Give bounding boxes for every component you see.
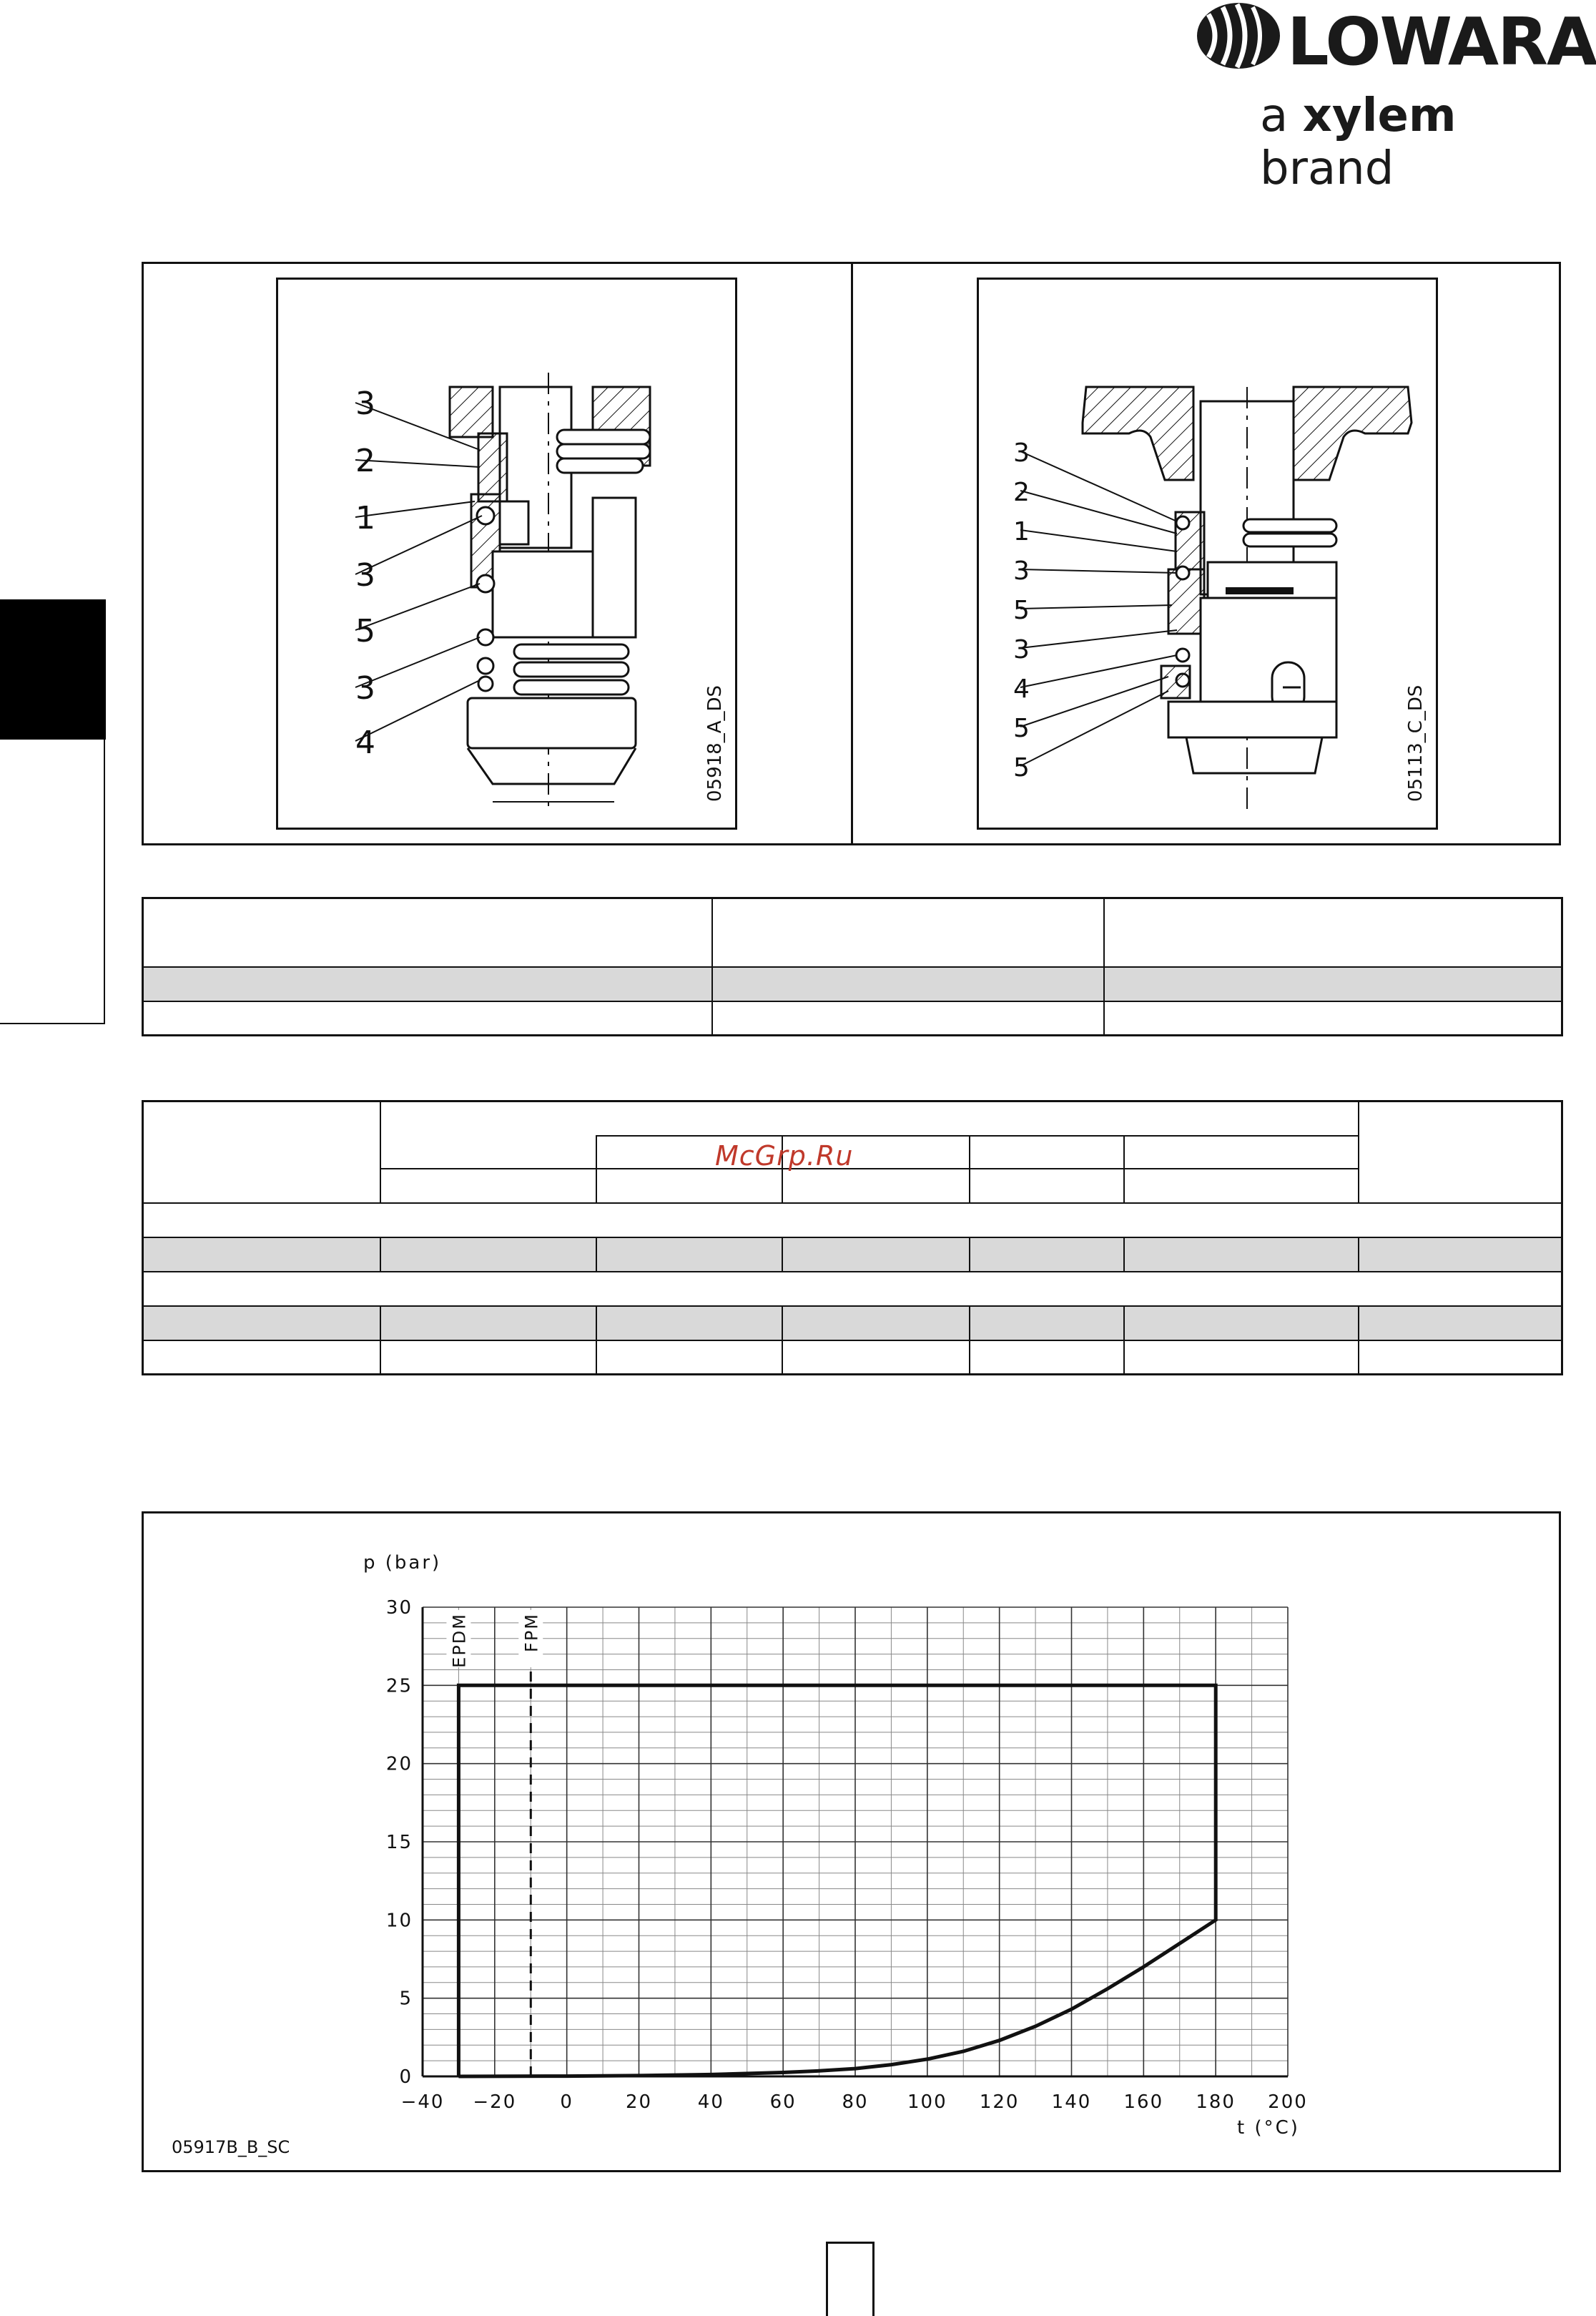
x-tick-label: 200	[1268, 2091, 1308, 2113]
x-tick-label: 20	[625, 2091, 653, 2113]
figure-right-code: 05113_C_DS	[1405, 685, 1427, 802]
seal-figure-left	[276, 278, 737, 830]
callout-right-3: 1	[1013, 517, 1030, 546]
callout-right-5: 5	[1013, 596, 1030, 625]
chart-xlabel: t (°C)	[1237, 2117, 1300, 2139]
callout-right-7: 4	[1013, 674, 1030, 704]
x-tick-label: 160	[1123, 2091, 1164, 2113]
tagline-prefix: a	[1260, 89, 1289, 142]
chart-series	[458, 1654, 1216, 2076]
watermark: McGrp.Ru	[715, 1140, 854, 1172]
callout-right-8: 5	[1013, 714, 1030, 743]
table-section-row	[143, 1203, 1562, 1237]
callout-left-6: 3	[355, 670, 375, 707]
section-tab	[0, 599, 106, 740]
table-row	[143, 1001, 1562, 1036]
seal-drawing-left	[278, 280, 735, 828]
table-row	[143, 1237, 1562, 1272]
y-tick-label: 20	[385, 1753, 413, 1775]
table-row	[143, 898, 1562, 967]
table-row	[143, 967, 1562, 1001]
x-tick-label: 80	[842, 2091, 869, 2113]
y-tick-label: 25	[385, 1675, 413, 1697]
figure-left-code: 05918_A_DS	[704, 685, 726, 802]
callout-left-1: 3	[355, 386, 375, 422]
materials-table	[142, 897, 1563, 1036]
callout-left-3: 1	[355, 500, 375, 536]
x-tick-label: 140	[1051, 2091, 1092, 2113]
callout-left-7: 4	[355, 725, 375, 761]
page-number-box	[826, 2242, 875, 2316]
chart-grid-major	[423, 1607, 1288, 2076]
table-row	[143, 1340, 1562, 1375]
x-tick-label: 60	[769, 2091, 797, 2113]
x-tick-label: −40	[400, 2091, 445, 2113]
brand-logo-text: LOWARA	[1287, 4, 1596, 80]
table-section-row	[143, 1272, 1562, 1306]
lowara-logo-icon	[1193, 0, 1284, 72]
callout-right-9: 5	[1013, 753, 1030, 782]
x-tick-label: 120	[979, 2091, 1020, 2113]
x-tick-label: 100	[907, 2091, 947, 2113]
series-envelope-line	[458, 1685, 1216, 2076]
x-tick-label: 0	[560, 2091, 573, 2113]
table-header-row	[143, 1101, 1562, 1136]
table-row	[143, 1306, 1562, 1340]
annotation-label: EPDM	[449, 1613, 470, 1668]
callout-right-6: 3	[1013, 635, 1030, 664]
brand-tagline	[1260, 89, 1562, 195]
section-tab-border	[104, 740, 105, 1024]
y-tick-label: 10	[385, 1910, 413, 1932]
x-tick-label: −20	[473, 2091, 517, 2113]
callout-left-2: 2	[355, 443, 375, 479]
y-tick-label: 30	[385, 1597, 413, 1619]
callout-left-5: 5	[355, 613, 375, 649]
chart-code: 05917B_B_SC	[172, 2137, 290, 2157]
callout-right-4: 3	[1013, 556, 1030, 586]
callout-right-1: 3	[1013, 438, 1030, 468]
callout-left-4: 3	[355, 557, 375, 594]
y-tick-label: 0	[399, 2066, 413, 2088]
seal-figure-right	[977, 278, 1438, 830]
annotation-label: FPM	[521, 1613, 542, 1652]
callout-right-2: 2	[1013, 478, 1030, 507]
y-tick-label: 15	[385, 1832, 413, 1853]
x-tick-label: 40	[697, 2091, 724, 2113]
chart-ticks	[386, 1597, 1308, 2113]
seal-drawing-right	[979, 280, 1436, 828]
y-tick-label: 5	[399, 1988, 413, 2010]
x-tick-label: 180	[1196, 2091, 1236, 2113]
tagline-suffix: brand	[1260, 142, 1394, 195]
chart-ylabel: p (bar)	[363, 1552, 442, 1574]
pressure-temperature-chart	[142, 1511, 1561, 2172]
section-tab-bottom	[0, 1023, 105, 1024]
figures-divider	[851, 262, 853, 845]
tagline-bold: xylem	[1302, 89, 1457, 142]
